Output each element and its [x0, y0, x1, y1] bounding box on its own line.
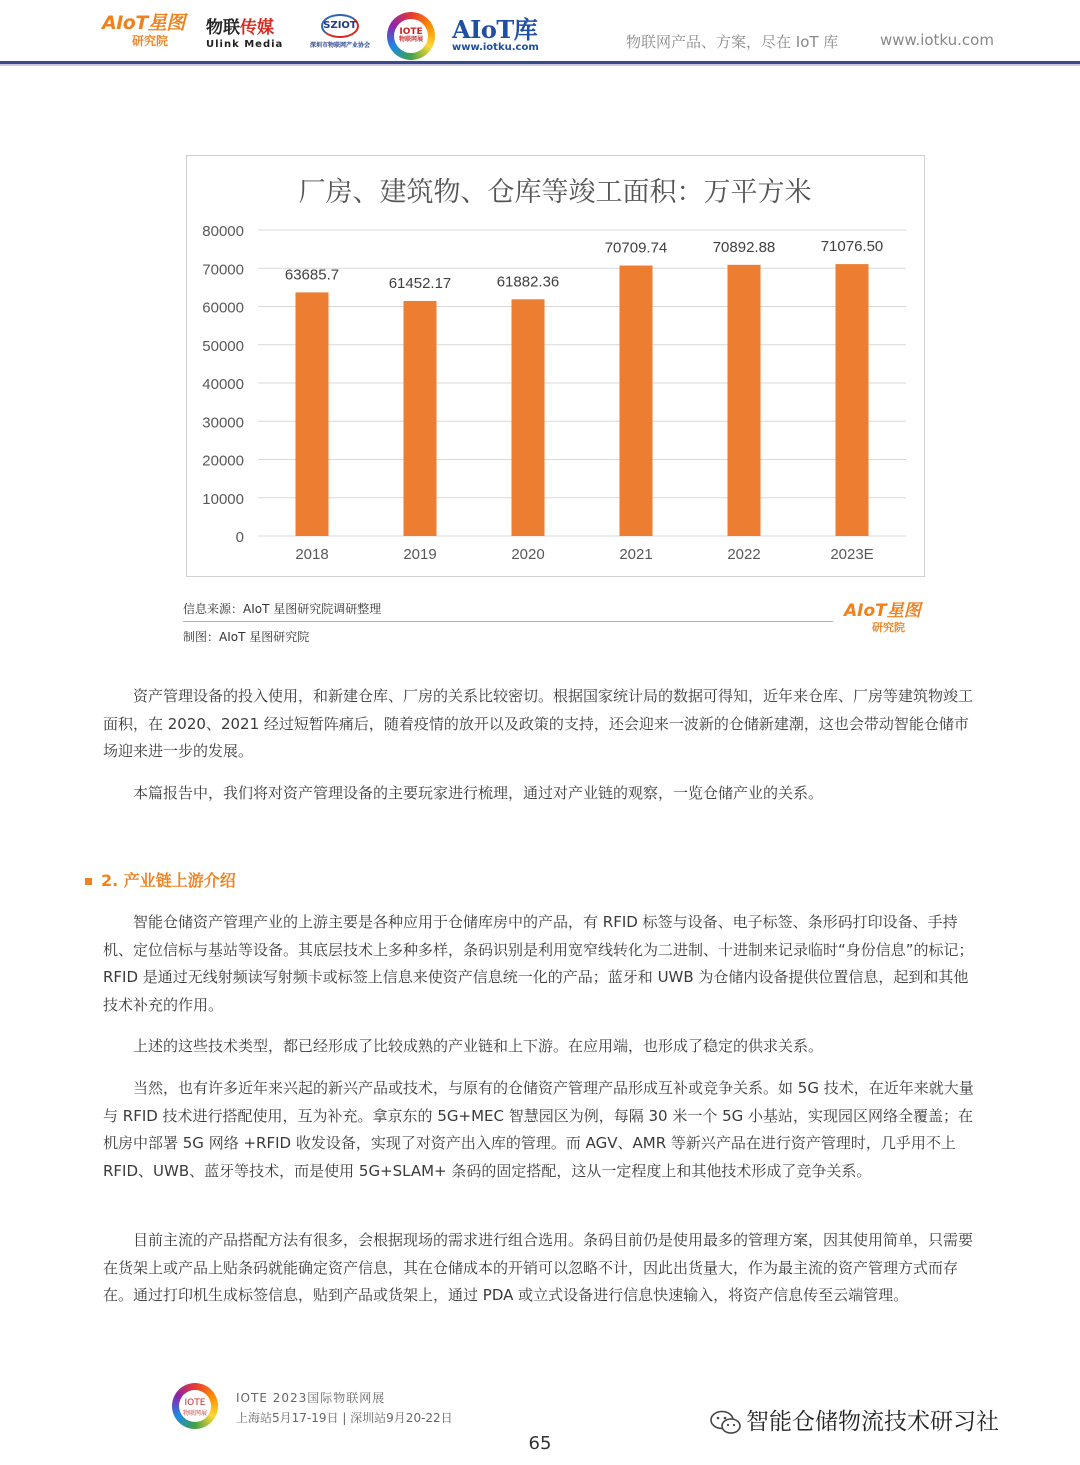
bar-chart: [186, 155, 923, 575]
data-label-2018: 63685.7: [284, 266, 340, 284]
x-tick-label-2018: 2018: [295, 546, 329, 563]
y-tick-label-0: 0: [235, 529, 244, 546]
y-tick-label-8: 80000: [202, 223, 244, 240]
footer-iote-logo: IOTE 物联网展: [172, 1383, 218, 1429]
bar-2020: [512, 299, 545, 536]
aiotku-logo: AIoT库 www.iotku.com: [452, 15, 539, 53]
bar-2023E: [836, 264, 869, 536]
y-tick-label-5: 50000: [202, 337, 244, 355]
y-tick-label-7: 70000: [202, 261, 244, 279]
paragraph-6: 目前主流的产品搭配方法有很多，会根据现场的需求进行组合选用。条码目前仍是使用最多的管理方案，因其使用简单，只需要在货架上或产品上贴条码就能确定资产信息，其在仓储成本的开销可以忽略不计，因此出货量大，作为最主流的资产管理方式而存在。通过打印机生成标签信息，贴到产品或货架上，通过 PDA 或立式设备进行信息快速输入，将资产信息传至云端管理。: [103, 1231, 974, 1304]
x-tick-label-2021: 2021: [619, 546, 653, 563]
header-divider-shadow: [0, 64, 1080, 66]
source-divider: [183, 621, 833, 622]
wechat-watermark: 智能仓储物流技术研习社: [710, 1403, 999, 1436]
y-tick-label-1: 10000: [202, 490, 244, 508]
data-label-2019: 61452.17: [388, 274, 452, 292]
heading-bullet: [85, 878, 92, 885]
x-tick-label-2019: 2019: [403, 546, 437, 563]
paragraph-3: 智能仓储资产管理产业的上游主要是各种应用于仓储库房中的产品，有 RFID 标签与设备、电子标签、条形码打印设备、手持机、定位信标与基站等设备。其底层技术上多种多样，条码识别是利用宽窄线转化为二进制、十进制来记录临时“身份信息”的标记；RFID 是通过无线射频读写射频卡或标签上信息来使资产信息统一化的产品；蓝牙和 UWB 为仓储内设备提供位置信息，起到和其他技术补充的作用。: [103, 913, 974, 1014]
chart-source: 信息来源：AIoT 星图研究院调研整理: [183, 602, 382, 616]
paragraph-5: 当然，也有许多近年来兴起的新兴产品或技术，与原有的仓储资产管理产品形成互补或竞争关系。如 5G 技术，在近年来就大量与 RFID 技术进行搭配使用，互为补充。拿京东的 5G+MEC 智慧园区为例，每隔 30 米一个 5G 小基站，实现园区网络全覆盖；在机房中部署 5G 网络 +RFID 收发设备，实现了对资产出入库的管理。而 AGV、AMR 等新兴产品在进行资产管理时，几乎用不上 RFID、UWB、蓝牙等技术，而是使用 5G+SLAM+ 条码的固定搭配，这从一定程度上和其他技术形成了竞争关系。: [103, 1079, 974, 1180]
footer-event-dates: 上海站5月17-19日 | 深圳站9月20-22日: [236, 1411, 453, 1425]
section-heading: 2. 产业链上游介绍: [85, 868, 236, 891]
bar-2021: [620, 266, 653, 536]
wechat-icon: [710, 1410, 742, 1436]
aiot-star-logo-small: AIoT星图 研究院: [844, 601, 921, 634]
data-label-2020: 61882.36: [496, 273, 560, 291]
chart-maker: 制图：AIoT 星图研究院: [183, 630, 310, 644]
data-label-2022: 70892.88: [712, 238, 776, 256]
y-tick-label-2: 20000: [202, 452, 244, 470]
page-number: 65: [528, 1433, 552, 1454]
y-tick-label-3: 30000: [202, 414, 244, 432]
header-website: www.iotku.com: [880, 31, 994, 49]
data-label-2021: 70709.74: [604, 239, 668, 257]
footer-event-title: IOTE 2023国际物联网展: [236, 1391, 386, 1405]
aiot-star-logo: AIoT星图 研究院: [102, 12, 185, 48]
header-slogan: 物联网产品、方案，尽在 IoT 库: [626, 33, 839, 51]
sziot-logo: SZIOT 深圳市物联网产业协会: [306, 14, 374, 49]
bar-2019: [404, 301, 437, 536]
bar-2022: [728, 265, 761, 536]
paragraph-1: 资产管理设备的投入使用，和新建仓库、厂房的关系比较密切。根据国家统计局的数据可得知，近年来仓库、厂房等建筑物竣工面积，在 2020、2021 经过短暂阵痛后，随着疫情的放开以及政策的支持，还会迎来一波新的仓储新建潮，这也会带动智能仓储市场迎来进一步的发展。: [103, 687, 974, 760]
data-label-2023E: 71076.50: [820, 238, 884, 256]
x-tick-label-2022: 2022: [727, 546, 761, 563]
bar-2018: [296, 292, 329, 536]
paragraph-4: 上述的这些技术类型，都已经形成了比较成熟的产业链和上下游。在应用端，也形成了稳定的供求关系。: [133, 1037, 824, 1055]
y-tick-label-4: 40000: [202, 376, 244, 393]
page-header: [0, 0, 1080, 66]
x-tick-label-2023E: 2023E: [830, 546, 874, 563]
x-tick-label-2020: 2020: [511, 546, 545, 563]
ulink-media-logo: 物联传媒 Ulink Media: [206, 18, 284, 50]
paragraph-2: 本篇报告中，我们将对资产管理设备的主要玩家进行梳理，通过对产业链的观察，一览仓储产业的关系。: [133, 784, 824, 802]
iote-logo: IOTE 物联网展: [387, 12, 435, 60]
chart-title: 厂房、建筑物、仓库等竣工面积：万平方米: [298, 177, 812, 208]
y-tick-label-6: 60000: [202, 299, 244, 317]
